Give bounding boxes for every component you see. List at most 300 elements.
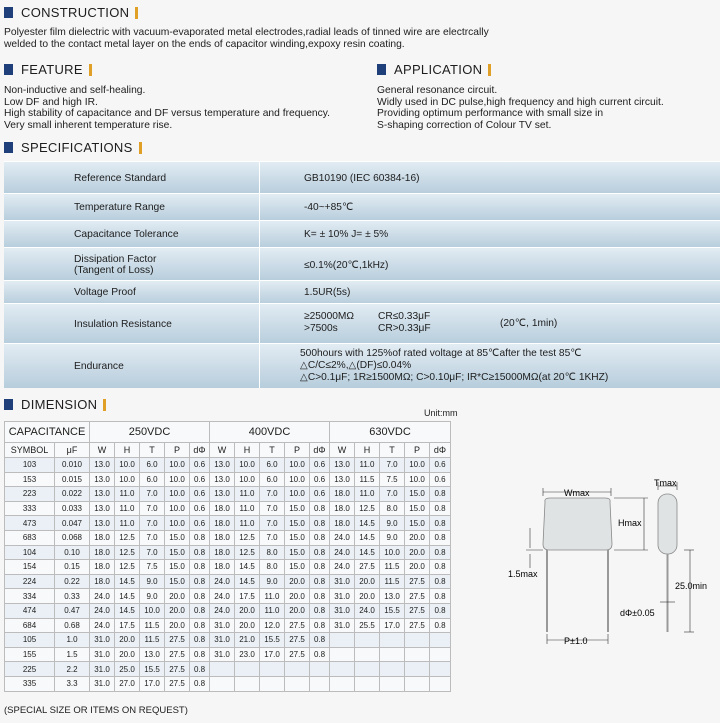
- dimension-cell: 0.8: [190, 676, 210, 691]
- lead-max-label: 1.5max: [508, 569, 538, 579]
- dimension-cell: [260, 676, 285, 691]
- spec-value: 500hours with 125%of rated voltage at 85℃after the test 85℃: [300, 348, 582, 359]
- application-line: General resonance circuit.: [377, 85, 498, 96]
- spec-row: [4, 303, 720, 344]
- w-header: W: [210, 443, 235, 458]
- dimension-cell: 8.0: [260, 545, 285, 560]
- voltage-header: 400VDC: [210, 422, 330, 443]
- table-row: [5, 662, 451, 677]
- application-line: S-shaping correction of Colour TV set.: [377, 119, 552, 131]
- dimension-cell: 14.5: [355, 516, 380, 531]
- dimension-cell: 12.5: [235, 530, 260, 545]
- dimension-cell: 14.5: [115, 603, 140, 618]
- dimension-cell: 0.8: [430, 487, 451, 502]
- table-row: [5, 530, 451, 545]
- spec-row: [4, 247, 720, 281]
- dimension-cell: 10.0: [235, 458, 260, 473]
- dimension-cell: [285, 676, 310, 691]
- symbol-cell: 225: [5, 662, 55, 677]
- section-marker-icon: [4, 399, 13, 410]
- dimension-cell: [430, 647, 451, 662]
- dimension-cell: 0.6: [190, 501, 210, 516]
- dimension-cell: 17.0: [380, 618, 405, 633]
- dimension-cell: 0.6: [190, 472, 210, 487]
- dimension-cell: [310, 662, 330, 677]
- dimension-cell: 0.8: [310, 633, 330, 648]
- symbol-cell: 155: [5, 647, 55, 662]
- feature-line: Low DF and high IR.: [4, 96, 98, 108]
- dimension-cell: 27.5: [405, 603, 430, 618]
- dimension-cell: 11.0: [115, 487, 140, 502]
- capacitance-cell: 3.3: [55, 676, 90, 691]
- table-row: [5, 618, 451, 633]
- capacitance-cell: 0.10: [55, 545, 90, 560]
- dimension-cell: 8.0: [260, 560, 285, 575]
- dimension-cell: 18.0: [90, 530, 115, 545]
- construction-text: [4, 27, 489, 50]
- dimension-cell: 0.8: [430, 618, 451, 633]
- dimension-cell: 24.0: [330, 530, 355, 545]
- unit-label: Unit:mm: [424, 408, 458, 418]
- spec-value: 1.5UR(5s): [304, 287, 351, 298]
- dimension-cell: 20.0: [285, 589, 310, 604]
- dimension-cell: 24.0: [355, 603, 380, 618]
- dimension-cell: 14.5: [235, 574, 260, 589]
- dimension-cell: 0.8: [430, 501, 451, 516]
- dimension-cell: 9.0: [380, 516, 405, 531]
- dimension-cell: [330, 647, 355, 662]
- dimension-cell: 11.5: [380, 574, 405, 589]
- dimension-cell: 11.0: [115, 516, 140, 531]
- dimension-cell: 13.0: [90, 501, 115, 516]
- dimension-cell: 13.0: [210, 472, 235, 487]
- dimension-cell: [260, 662, 285, 677]
- dimension-cell: [235, 662, 260, 677]
- dimension-cell: 15.5: [140, 662, 165, 677]
- capacitance-cell: 0.033: [55, 501, 90, 516]
- dimension-cell: 6.0: [260, 472, 285, 487]
- dimension-cell: 31.0: [330, 618, 355, 633]
- dimension-cell: 10.0: [405, 472, 430, 487]
- dimension-cell: 27.5: [165, 676, 190, 691]
- dimension-cell: 13.0: [90, 516, 115, 531]
- dimension-cell: 15.0: [285, 516, 310, 531]
- dimension-cell: 13.0: [90, 487, 115, 502]
- dimension-cell: 0.8: [310, 603, 330, 618]
- dimension-cell: 0.8: [310, 516, 330, 531]
- dimension-cell: 20.0: [165, 618, 190, 633]
- dimension-cell: 0.8: [310, 530, 330, 545]
- dimension-cell: 10.0: [165, 501, 190, 516]
- dimension-cell: 9.0: [260, 574, 285, 589]
- dimension-cell: 17.0: [260, 647, 285, 662]
- dimension-cell: 18.0: [90, 560, 115, 575]
- dimension-cell: 15.0: [285, 560, 310, 575]
- dimension-body: [5, 458, 451, 692]
- application-title: APPLICATION: [394, 62, 483, 77]
- dimension-cell: 31.0: [210, 618, 235, 633]
- capacitance-header: CAPACITANCE: [5, 422, 90, 443]
- capacitance-cell: 0.047: [55, 516, 90, 531]
- dimension-cell: 11.0: [355, 458, 380, 473]
- dimension-cell: 0.8: [190, 633, 210, 648]
- spec-value: GB10190 (IEC 60384-16): [304, 173, 420, 184]
- dimension-cell: 11.0: [235, 487, 260, 502]
- dimension-cell: 20.0: [285, 574, 310, 589]
- table-row: [5, 560, 451, 575]
- dimension-cell: 24.0: [90, 603, 115, 618]
- dimension-cell: 11.5: [380, 560, 405, 575]
- dimension-cell: 24.0: [210, 589, 235, 604]
- dimension-cell: 0.6: [430, 458, 451, 473]
- dimension-cell: 17.5: [115, 618, 140, 633]
- dimension-cell: [430, 662, 451, 677]
- dimension-cell: 10.0: [165, 516, 190, 531]
- dimension-cell: 17.0: [140, 676, 165, 691]
- dimension-cell: 24.0: [90, 618, 115, 633]
- dimension-cell: [210, 676, 235, 691]
- dimension-cell: 13.0: [330, 458, 355, 473]
- capacitor-side-icon: [658, 494, 677, 554]
- dimension-cell: 7.5: [140, 560, 165, 575]
- dimension-cell: 18.0: [330, 487, 355, 502]
- dimension-cell: 0.8: [190, 560, 210, 575]
- capacitor-dimension-drawing: [500, 472, 718, 662]
- dimension-cell: 12.5: [115, 560, 140, 575]
- dimension-cell: 0.8: [310, 618, 330, 633]
- dimension-cell: 10.0: [285, 458, 310, 473]
- symbol-cell: 683: [5, 530, 55, 545]
- dimension-cell: 20.0: [235, 603, 260, 618]
- d-header: dΦ: [190, 443, 210, 458]
- symbol-header: SYMBOL: [5, 443, 55, 458]
- dimension-cell: 0.8: [430, 560, 451, 575]
- dimension-cell: 0.8: [430, 603, 451, 618]
- t-header: T: [380, 443, 405, 458]
- symbol-cell: 223: [5, 487, 55, 502]
- dimension-cell: 12.5: [355, 501, 380, 516]
- dimension-cell: 0.8: [430, 589, 451, 604]
- dimension-cell: [405, 662, 430, 677]
- dimension-cell: 27.5: [285, 633, 310, 648]
- dimension-cell: 15.0: [405, 501, 430, 516]
- dimension-cell: 0.8: [310, 545, 330, 560]
- p-header: P: [405, 443, 430, 458]
- feature-line: High stability of capacitance and DF versus temperature and frequency.: [4, 108, 331, 120]
- dimension-cell: 14.5: [115, 589, 140, 604]
- dimension-cell: 21.0: [235, 633, 260, 648]
- dimension-cell: 13.0: [380, 589, 405, 604]
- w-header: W: [90, 443, 115, 458]
- spec-row: [4, 280, 720, 304]
- pitch-label: P±1.0: [564, 636, 588, 646]
- dimension-cell: 0.6: [310, 487, 330, 502]
- dimension-cell: 12.0: [260, 618, 285, 633]
- dimension-cell: 11.0: [260, 589, 285, 604]
- specifications-heading: [4, 139, 142, 156]
- dimension-cell: 9.0: [380, 530, 405, 545]
- spec-label: Voltage Proof: [74, 287, 136, 298]
- spec-row: [4, 343, 720, 388]
- dimension-cell: 18.0: [210, 516, 235, 531]
- dimension-cell: 12.5: [235, 545, 260, 560]
- dimension-cell: 0.8: [310, 647, 330, 662]
- dimension-cell: 0.8: [430, 545, 451, 560]
- dimension-cell: 27.0: [115, 676, 140, 691]
- dimension-cell: 0.8: [190, 530, 210, 545]
- symbol-cell: 105: [5, 633, 55, 648]
- dimension-cell: 0.8: [190, 647, 210, 662]
- dimension-cell: 11.0: [115, 501, 140, 516]
- dimension-cell: 0.6: [430, 472, 451, 487]
- construction-heading: [4, 4, 138, 21]
- dimension-cell: 20.0: [405, 560, 430, 575]
- spec-value: -40~+85℃: [304, 202, 354, 213]
- dimension-cell: [430, 676, 451, 691]
- spec-value: △C>0.1μF; 1R≥1500MΩ; C>0.10μF; IR*C≥15000MΩ(at 20℃ 1KHZ): [300, 372, 609, 383]
- dimension-cell: 11.0: [235, 516, 260, 531]
- dimension-cell: 0.6: [310, 472, 330, 487]
- dimension-cell: [330, 633, 355, 648]
- dimension-cell: 10.0: [165, 472, 190, 487]
- dimension-cell: [380, 647, 405, 662]
- table-row: [5, 501, 451, 516]
- table-row: [5, 487, 451, 502]
- section-marker-icon: [4, 64, 13, 75]
- dimension-cell: 24.0: [210, 603, 235, 618]
- dimension-cell: 27.5: [165, 647, 190, 662]
- dimension-cell: 20.0: [165, 603, 190, 618]
- application-heading: [377, 61, 491, 78]
- dimension-cell: 13.0: [140, 647, 165, 662]
- symbol-cell: 473: [5, 516, 55, 531]
- dimension-cell: 11.0: [260, 603, 285, 618]
- application-line: Widly used in DC pulse,high frequency and high current circuit.: [377, 96, 664, 108]
- dimension-cell: 7.0: [380, 458, 405, 473]
- dimension-cell: 27.5: [165, 662, 190, 677]
- dimension-cell: 15.0: [285, 530, 310, 545]
- dimension-cell: 17.5: [235, 589, 260, 604]
- dimension-cell: 13.0: [210, 458, 235, 473]
- dimension-cell: [235, 676, 260, 691]
- spec-value: CR≤0.33μF: [378, 311, 431, 322]
- symbol-cell: 103: [5, 458, 55, 473]
- dimension-cell: 7.0: [380, 487, 405, 502]
- length-label: 25.0min: [675, 581, 708, 591]
- dimension-cell: 10.0: [380, 545, 405, 560]
- dimension-cell: 18.0: [330, 516, 355, 531]
- dimension-cell: 10.0: [165, 458, 190, 473]
- dimension-cell: 7.0: [260, 487, 285, 502]
- dimension-cell: 31.0: [330, 603, 355, 618]
- dimension-cell: 20.0: [165, 589, 190, 604]
- dimension-cell: 6.0: [260, 458, 285, 473]
- dimension-cell: 27.5: [165, 633, 190, 648]
- dimension-cell: 20.0: [235, 618, 260, 633]
- dimension-cell: [380, 676, 405, 691]
- table-row: [5, 647, 451, 662]
- feature-title: FEATURE: [21, 62, 83, 77]
- dimension-cell: 14.5: [235, 560, 260, 575]
- dimension-cell: 0.8: [310, 501, 330, 516]
- dimension-cell: 20.0: [115, 633, 140, 648]
- dimension-title: DIMENSION: [21, 397, 98, 412]
- symbol-cell: 154: [5, 560, 55, 575]
- dimension-cell: 7.5: [380, 472, 405, 487]
- dimension-cell: [405, 676, 430, 691]
- application-line: Providing optimum performance with small size in: [377, 108, 604, 120]
- dimension-cell: 0.6: [190, 516, 210, 531]
- dimension-cell: 27.5: [405, 618, 430, 633]
- dimension-cell: 0.6: [310, 458, 330, 473]
- construction-line: welded to the contact metal layer on the ends of capacitor winding,expoxy resin coating.: [4, 38, 405, 50]
- capacitance-cell: 1.0: [55, 633, 90, 648]
- capacitor-body-icon: [543, 498, 612, 550]
- capacitance-cell: 1.5: [55, 647, 90, 662]
- t-header: T: [260, 443, 285, 458]
- dimension-cell: 20.0: [405, 530, 430, 545]
- dimension-cell: 18.0: [210, 560, 235, 575]
- dimension-table: [4, 421, 451, 692]
- symbol-cell: 474: [5, 603, 55, 618]
- capacitance-cell: 0.47: [55, 603, 90, 618]
- dimension-cell: 0.8: [430, 516, 451, 531]
- dimension-cell: 13.0: [90, 472, 115, 487]
- dimension-cell: 20.0: [355, 589, 380, 604]
- section-bar-icon: [89, 64, 92, 76]
- dimension-cell: 10.0: [140, 603, 165, 618]
- symbol-cell: 335: [5, 676, 55, 691]
- dimension-subheader-row: [5, 443, 451, 458]
- application-text: [377, 85, 664, 131]
- dimension-cell: [355, 633, 380, 648]
- feature-text: [4, 85, 330, 131]
- feature-heading: [4, 61, 92, 78]
- dimension-cell: 24.0: [330, 560, 355, 575]
- w-header: W: [330, 443, 355, 458]
- dimension-cell: 31.0: [90, 647, 115, 662]
- dimension-cell: [380, 633, 405, 648]
- dimension-cell: [355, 676, 380, 691]
- dimension-cell: 18.0: [330, 501, 355, 516]
- d-header: dΦ: [310, 443, 330, 458]
- section-marker-icon: [377, 64, 386, 75]
- spec-value: △C/C≤2%,△(DF)≤0.04%: [300, 360, 412, 371]
- specifications-title: SPECIFICATIONS: [21, 140, 133, 155]
- h-header: H: [355, 443, 380, 458]
- diameter-label: dΦ±0.05: [620, 608, 655, 618]
- dimension-cell: 13.0: [330, 472, 355, 487]
- dimension-cell: 27.5: [405, 574, 430, 589]
- dimension-cell: 15.5: [380, 603, 405, 618]
- dimension-cell: [285, 662, 310, 677]
- dimension-cell: [405, 647, 430, 662]
- dimension-cell: 10.0: [115, 458, 140, 473]
- dimension-cell: 24.0: [90, 589, 115, 604]
- dimension-cell: 10.0: [165, 487, 190, 502]
- dimension-cell: [330, 676, 355, 691]
- dimension-cell: [355, 662, 380, 677]
- spec-value: >7500s: [304, 323, 338, 334]
- dimension-cell: 18.0: [90, 545, 115, 560]
- dimension-cell: [330, 662, 355, 677]
- h-header: H: [235, 443, 260, 458]
- section-bar-icon: [135, 7, 138, 19]
- hmax-label: Hmax: [618, 518, 642, 528]
- dimension-cell: 24.0: [330, 545, 355, 560]
- symbol-cell: 333: [5, 501, 55, 516]
- dimension-cell: 15.0: [405, 487, 430, 502]
- dimension-cell: 10.0: [405, 458, 430, 473]
- dimension-cell: 15.0: [165, 560, 190, 575]
- p-header: P: [285, 443, 310, 458]
- dimension-cell: 27.5: [355, 560, 380, 575]
- capacitance-cell: 0.010: [55, 458, 90, 473]
- dimension-cell: 18.0: [210, 530, 235, 545]
- spec-label: Endurance: [74, 360, 124, 372]
- dimension-cell: [380, 662, 405, 677]
- dimension-cell: 6.0: [140, 458, 165, 473]
- spec-value: (20℃, 1min): [500, 318, 558, 329]
- table-row: [5, 589, 451, 604]
- dimension-cell: 9.0: [140, 574, 165, 589]
- spec-label: Reference Standard: [74, 172, 167, 184]
- dimension-cell: 0.8: [190, 662, 210, 677]
- dimension-cell: 11.0: [355, 487, 380, 502]
- dimension-cell: 10.0: [285, 472, 310, 487]
- capacitance-cell: 0.68: [55, 618, 90, 633]
- tmax-label: Tmax: [654, 478, 677, 488]
- t-header: T: [140, 443, 165, 458]
- section-bar-icon: [103, 399, 106, 411]
- dimension-cell: 7.0: [140, 516, 165, 531]
- dimension-cell: 27.5: [285, 647, 310, 662]
- dimension-cell: 10.0: [115, 472, 140, 487]
- d-header: dΦ: [430, 443, 451, 458]
- dimension-cell: 31.0: [330, 574, 355, 589]
- dimension-header-row: [5, 422, 451, 443]
- table-row: [5, 472, 451, 487]
- table-row: [5, 545, 451, 560]
- table-row: [5, 676, 451, 691]
- section-bar-icon: [139, 142, 142, 154]
- dimension-cell: 0.6: [190, 487, 210, 502]
- dimension-cell: 14.5: [115, 574, 140, 589]
- dimension-cell: 31.0: [90, 676, 115, 691]
- spec-value: ≤0.1%(20℃,1kHz): [304, 260, 389, 271]
- dimension-cell: 0.6: [190, 458, 210, 473]
- capacitance-cell: 0.068: [55, 530, 90, 545]
- dimension-cell: 15.0: [285, 545, 310, 560]
- spec-label: Capacitance Tolerance: [74, 229, 179, 240]
- spec-label: Dissipation Factor (Tangent of Loss): [74, 253, 157, 276]
- dimension-cell: 7.0: [140, 501, 165, 516]
- dimension-cell: 15.0: [285, 501, 310, 516]
- dimension-cell: 10.0: [285, 487, 310, 502]
- dimension-cell: 11.0: [235, 501, 260, 516]
- dimension-heading: [4, 396, 106, 413]
- dimension-cell: 11.5: [140, 633, 165, 648]
- table-row: [5, 633, 451, 648]
- spec-value: K= ± 10% J= ± 5%: [304, 229, 389, 240]
- uf-header: μF: [55, 443, 90, 458]
- dimension-cell: [430, 633, 451, 648]
- wmax-label: Wmax: [564, 488, 590, 498]
- dimension-cell: 31.0: [90, 662, 115, 677]
- table-row: [5, 516, 451, 531]
- dimension-cell: 18.0: [210, 545, 235, 560]
- dimension-cell: [310, 676, 330, 691]
